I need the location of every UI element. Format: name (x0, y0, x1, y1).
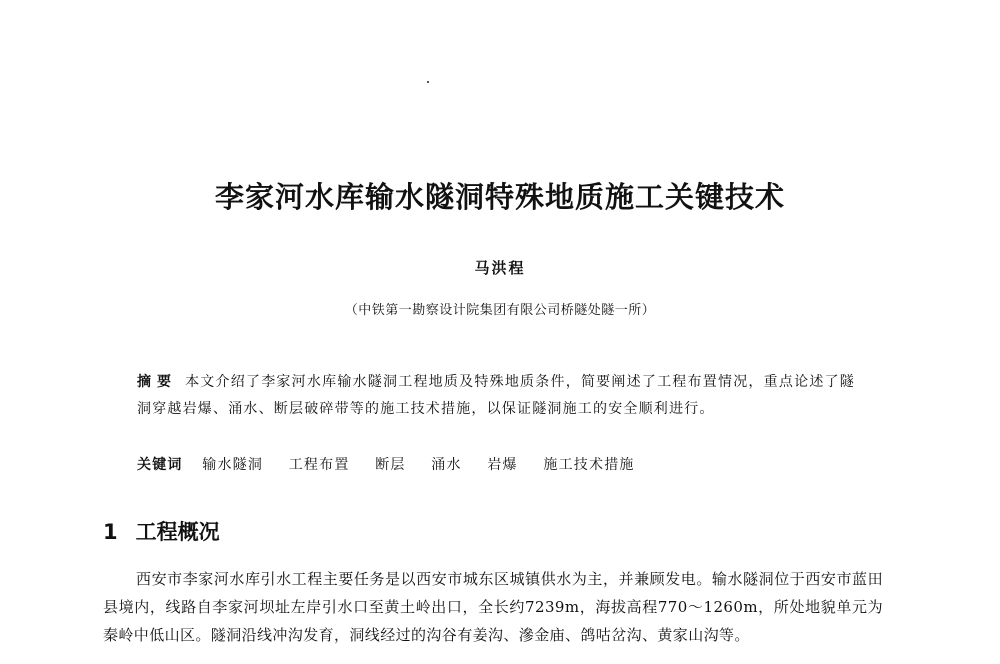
abstract-block (137, 369, 855, 423)
author-name: 马洪程 (474, 259, 526, 277)
section-number: 1 (103, 520, 118, 544)
section-paragraph: 西安市李家河水库引水工程主要任务是以西安市城东区城镇供水为主，并兼顾发电。输水隧洞位于西安市蓝田县境内，线路自李家河坝址左岸引水口至黄土岭出口，全长约7239m，海拔高程770～1260m，所处地貌单元为秦岭中低山区。隧洞沿线冲沟发育，洞线经过的沟谷有姜沟、滲金庙、鸽咕岔沟、黄家山沟等。 (103, 570, 883, 644)
section-title: 工程概况 (135, 520, 220, 544)
author-affiliation: （中铁第一勘察设计院集团有限公司桥隧处隧一所） (344, 303, 656, 318)
keyword-item: 岩爆 (487, 457, 518, 473)
keyword-item: 工程布置 (288, 457, 350, 473)
scan-speck (427, 81, 429, 83)
keyword-item: 涌水 (431, 457, 462, 473)
abstract-label: 摘要 (137, 374, 178, 390)
keyword-item: 输水隧洞 (202, 457, 264, 473)
keywords-label: 关键词 (137, 457, 183, 473)
keywords-block (137, 452, 855, 479)
section-heading (103, 516, 220, 546)
paper-title: 李家河水库输水隧洞特殊地质施工关键技术 (214, 180, 785, 214)
abstract-text: 本文介绍了李家河水库输水隧洞工程地质及特殊地质条件，简要阐述了工程布置情况，重点论述了隧洞穿越岩爆、涌水、断层破碎带等的施工技术措施，以保证隧洞施工的安全顺利进行。 (137, 374, 855, 417)
keyword-item: 断层 (375, 457, 406, 473)
keyword-item: 施工技术措施 (543, 457, 635, 473)
